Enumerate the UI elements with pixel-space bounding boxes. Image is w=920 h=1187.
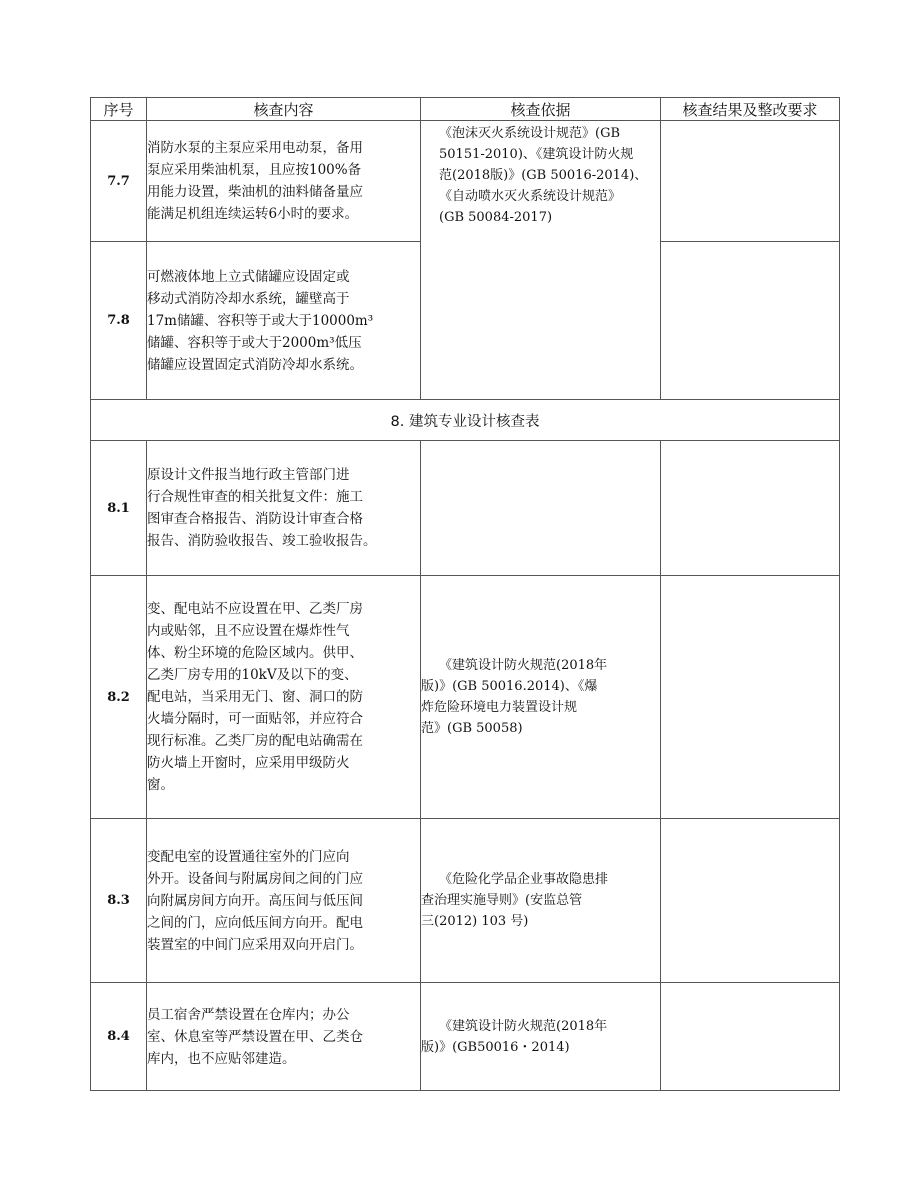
content-line: 向附属房间方向开。高压间与低压间 bbox=[147, 892, 363, 909]
row-number: 8.3 bbox=[91, 819, 147, 983]
content-line: 移动式消防冷却水系统，罐壁高于 bbox=[147, 290, 350, 307]
content-line: 储罐、容积等于或大于2000m³低压 bbox=[147, 334, 362, 351]
content-line: 乙类厂房专用的10kV及以下的变、 bbox=[147, 667, 358, 683]
row-number: 8.2 bbox=[91, 576, 147, 819]
basis-line: 版)》(GB50016・2014) bbox=[421, 1039, 570, 1055]
content-line: 可燃液体地上立式储罐应设固定或 bbox=[147, 268, 350, 285]
header-result: 核查结果及整改要求 bbox=[661, 98, 840, 121]
content-line: 装置室的中间门应采用双向开启门。 bbox=[147, 936, 363, 953]
content-line: 防火墙上开窗时，应采用甲级防火 bbox=[147, 755, 350, 771]
basis-line: 《危险化学品企业事故隐患排 bbox=[439, 872, 609, 887]
header-content: 核查内容 bbox=[147, 98, 421, 121]
content-line: 现行标准。乙类厂房的配电站确需在 bbox=[147, 733, 363, 749]
content-line: 室、休息室等严禁设置在甲、乙类仓 bbox=[147, 1028, 363, 1045]
row-content bbox=[147, 242, 421, 400]
basis-line: 三(2012) 103 号) bbox=[421, 914, 529, 929]
row-number: 8.1 bbox=[91, 441, 147, 576]
content-line: 行合规性审查的相关批复文件：施工 bbox=[147, 489, 363, 505]
content-line: 内或贴邻，且不应设置在爆炸性气 bbox=[147, 623, 350, 639]
row-content bbox=[147, 576, 421, 819]
header-basis: 核查依据 bbox=[421, 98, 661, 121]
row-result bbox=[661, 121, 840, 242]
row-result bbox=[661, 441, 840, 576]
content-line: 图审查合格报告、消防设计审查合格 bbox=[147, 511, 363, 527]
row-result bbox=[661, 242, 840, 400]
row-result bbox=[661, 983, 840, 1091]
check-table bbox=[90, 97, 840, 1091]
content-line: 变配电室的设置通往室外的门应向 bbox=[147, 848, 350, 865]
table-row-7-7 bbox=[91, 121, 840, 242]
basis-line: 50151-2010)、《建筑设计防火规 bbox=[439, 147, 634, 162]
table-row-8-2 bbox=[91, 576, 840, 819]
table-row-8-3 bbox=[91, 819, 840, 983]
content-line: 火墙分隔时，可一面贴邻，并应符合 bbox=[147, 711, 363, 727]
row-result bbox=[661, 576, 840, 819]
basis-line: (GB 50084-2017) bbox=[439, 210, 553, 225]
basis-line: 《建筑设计防火规范(2018年 bbox=[439, 1018, 608, 1034]
content-line: 外开。设备间与附属房间之间的门应 bbox=[147, 870, 363, 887]
row-number: 7.8 bbox=[91, 242, 147, 400]
row-number: 7.7 bbox=[91, 121, 147, 242]
basis-line: 查治理实施导则》(安监总管 bbox=[421, 893, 583, 908]
content-line: 体、粉尘环境的危险区域内。供甲、 bbox=[147, 645, 363, 661]
content-line: 窗。 bbox=[147, 777, 174, 793]
row-content bbox=[147, 441, 421, 576]
content-line: 报告、消防验收报告、竣工验收报告。 bbox=[147, 533, 377, 549]
content-line: 用能力设置，柴油机的油料储备量应 bbox=[147, 184, 363, 200]
row-basis bbox=[421, 819, 661, 983]
basis-line: 炸危险环境电力装置设计规 bbox=[421, 700, 578, 715]
row-basis bbox=[421, 441, 661, 576]
row-content bbox=[147, 121, 421, 242]
header-seq: 序号 bbox=[91, 98, 147, 121]
content-line: 变、配电站不应设置在甲、乙类厂房 bbox=[147, 601, 363, 617]
basis-line: 《自动喷水灭火系统设计规范》 bbox=[439, 189, 622, 204]
row-basis-merged bbox=[421, 121, 661, 400]
content-line: 原设计文件报当地行政主管部门进 bbox=[147, 467, 350, 483]
table-row-8-1 bbox=[91, 441, 840, 576]
content-line: 泵应采用柴油机泵，且应按100%备 bbox=[147, 162, 362, 178]
content-line: 储罐应设置固定式消防冷却水系统。 bbox=[147, 356, 363, 373]
basis-line: 《建筑设计防火规范(2018年 bbox=[439, 658, 608, 673]
basis-line: 版)》(GB 50016.2014)、《爆 bbox=[421, 679, 598, 694]
content-line: 之间的门，应向低压间方向开。配电 bbox=[147, 914, 363, 931]
table-row-8-4 bbox=[91, 983, 840, 1091]
section-row bbox=[91, 400, 840, 441]
row-content bbox=[147, 819, 421, 983]
section-title: 8. 建筑专业设计核查表 bbox=[91, 400, 840, 441]
content-line: 员工宿舍严禁设置在仓库内；办公 bbox=[147, 1006, 350, 1023]
row-content bbox=[147, 983, 421, 1091]
basis-line: 范》(GB 50058) bbox=[421, 721, 523, 736]
row-basis bbox=[421, 983, 661, 1091]
content-line: 库内，也不应贴邻建造。 bbox=[147, 1050, 296, 1067]
row-result bbox=[661, 819, 840, 983]
basis-line: 范(2018版)》(GB 50016-2014)、 bbox=[439, 168, 648, 183]
row-basis bbox=[421, 576, 661, 819]
content-line: 配电站，当采用无门、窗、洞口的防 bbox=[147, 689, 363, 705]
content-line: 17m储罐、容积等于或大于10000m³ bbox=[147, 312, 374, 329]
header-row bbox=[91, 98, 840, 121]
content-line: 消防水泵的主泵应采用电动泵，备用 bbox=[147, 140, 363, 156]
row-number: 8.4 bbox=[91, 983, 147, 1091]
content-line: 能满足机组连续运转6小时的要求。 bbox=[147, 206, 359, 222]
basis-line: 《泡沫灭火系统设计规范》(GB bbox=[439, 126, 621, 141]
